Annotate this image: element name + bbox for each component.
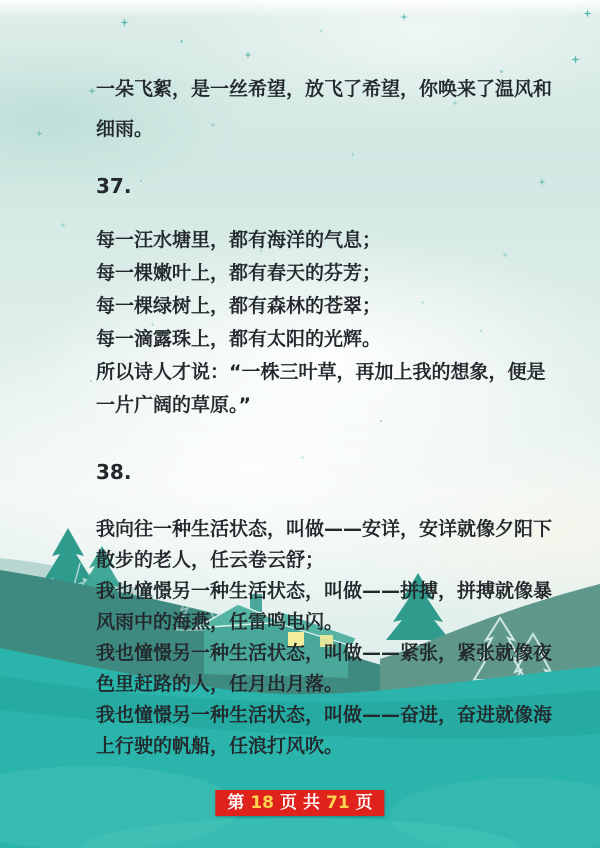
sparkle-icon [60,222,66,228]
text-line: 每一棵嫩叶上，都有春天的芬芳； [96,262,382,284]
text-line: 每一棵绿树上，都有森林的苍翠； [96,295,382,317]
page-number-badge [215,790,384,816]
badge-page-number: 18 [250,793,274,813]
sparkle-icon [120,18,129,27]
text-line: 所以诗人才说：“一株三叶草，再加上我的想象，便是 [96,361,546,383]
item-number-37: 37. [96,174,132,198]
text-line: 我也憧憬另一种生活状态，叫做——拼搏，拼搏就像暴 [96,580,553,602]
text-line: 我向往一种生活状态，叫做——安详，安详就像夕阳下 [96,518,553,540]
text-line: 我也憧憬另一种生活状态，叫做——紧张，紧张就像夜 [96,642,553,664]
sparkle-icon [538,178,546,186]
sparkle-dot-icon [140,180,142,182]
text-line: 每一汪水塘里，都有海洋的气息； [96,229,382,251]
sparkle-icon [88,87,96,95]
item-number-38: 38. [96,460,132,484]
badge-text: 页 [355,793,373,813]
text-line: 上行驶的帆船，任浪打风吹。 [96,735,344,757]
text-line: 风雨中的海燕，任雷鸣电闪。 [96,611,344,633]
item-38-paragraph [96,514,566,762]
sparkle-dot-icon [90,380,92,382]
sparkle-dot-icon [320,30,322,32]
text-line: 一朵飞絮，是一丝希望，放飞了希望，你唤来了温风和 [96,78,553,100]
badge-text: 共 [303,793,320,813]
item-37-paragraph [96,224,566,422]
text-line: 一片广阔的草原。” [96,394,251,416]
text-line: 细雨。 [96,118,154,140]
sparkle-icon [583,9,592,18]
sparkle-icon [400,13,408,21]
sparkle-icon [300,455,305,460]
badge-text: 第 [227,793,245,813]
badge-total-pages: 71 [326,793,350,813]
sparkle-icon [350,152,355,157]
sparkle-icon [36,130,43,137]
sparkle-icon [244,51,252,59]
badge-text: 页 [280,793,297,813]
text-line: 每一滴露珠上，都有太阳的光辉。 [96,328,382,350]
sparkle-icon [571,55,580,64]
text-line: 色里赶路的人，任月出月落。 [96,673,344,695]
sparkle-dot-icon [180,40,183,43]
text-line: 我也憧憬另一种生活状态，叫做——奋进，奋进就像海 [96,704,553,726]
text-line: 散步的老人，任云卷云舒； [96,549,325,571]
intro-paragraph [96,69,566,149]
